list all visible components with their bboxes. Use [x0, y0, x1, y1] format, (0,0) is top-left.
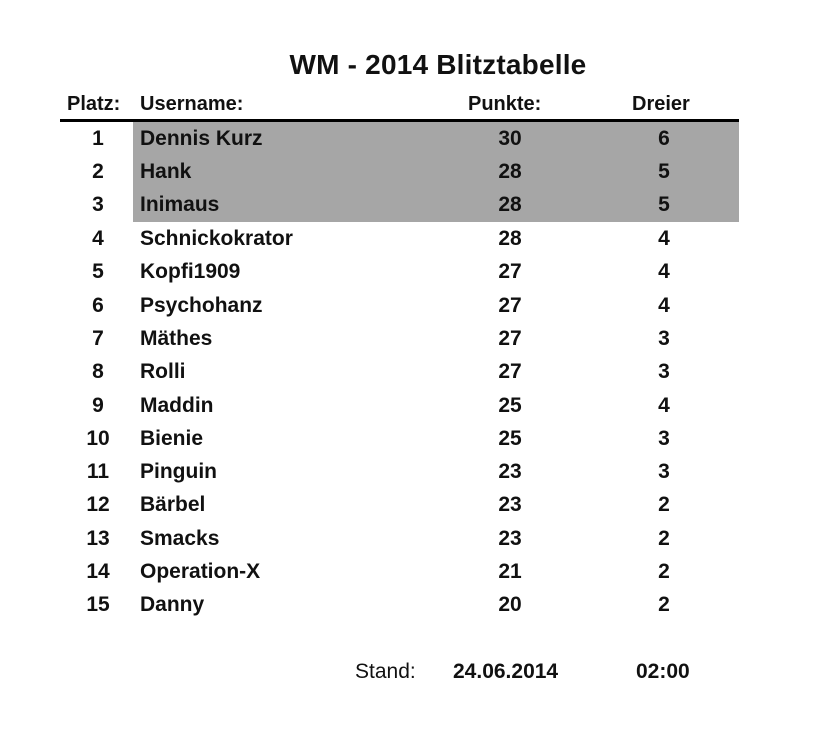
points-cell: 27: [498, 360, 522, 383]
rank-cell: 11: [86, 460, 110, 483]
username-cell: Pinguin: [140, 460, 217, 483]
username-cell: Rolli: [140, 360, 186, 383]
table-row: [0, 291, 813, 321]
points-cell: 30: [498, 127, 522, 150]
rank-cell: 9: [92, 394, 104, 417]
username-cell: Dennis Kurz: [140, 127, 263, 150]
username-cell: Danny: [140, 593, 205, 616]
threes-cell: 5: [658, 193, 670, 216]
threes-cell: 4: [658, 260, 670, 283]
rank-cell: 8: [92, 360, 104, 383]
table-row: [0, 257, 813, 287]
points-cell: 23: [498, 460, 522, 483]
username-cell: Hank: [140, 160, 192, 183]
rank-cell: 14: [86, 560, 110, 583]
points-cell: 28: [498, 160, 522, 183]
username-cell: Smacks: [140, 527, 220, 550]
threes-cell: 3: [658, 460, 670, 483]
points-cell: 27: [498, 260, 522, 283]
page-title: WM - 2014 Blitztabelle: [289, 49, 587, 80]
rank-cell: 4: [92, 227, 104, 250]
column-header-dreier: Dreier: [632, 93, 690, 115]
username-cell: Bärbel: [140, 493, 206, 516]
threes-cell: 3: [658, 360, 670, 383]
username-cell: Inimaus: [140, 193, 220, 216]
table-row: [0, 324, 813, 354]
rank-cell: 12: [86, 493, 110, 516]
table-row: [0, 224, 813, 254]
threes-cell: 3: [658, 427, 670, 450]
username-cell: Schnickokrator: [140, 227, 293, 250]
rank-cell: 10: [86, 427, 110, 450]
rank-cell: 2: [92, 160, 104, 183]
rank-cell: 13: [86, 527, 110, 550]
threes-cell: 5: [658, 160, 670, 183]
threes-cell: 2: [658, 560, 670, 583]
username-cell: Psychohanz: [140, 294, 263, 317]
table-row: [0, 357, 813, 387]
table-row: [0, 557, 813, 587]
table-row: [0, 190, 813, 220]
rank-cell: 3: [92, 193, 104, 216]
table-row: [0, 424, 813, 454]
points-cell: 25: [498, 394, 522, 417]
threes-cell: 4: [658, 227, 670, 250]
points-cell: 20: [498, 593, 522, 616]
rank-cell: 7: [92, 327, 104, 350]
column-header-platz: Platz:: [67, 93, 121, 115]
stand-date: 24.06.2014: [453, 660, 559, 683]
table-row: [0, 490, 813, 520]
rank-cell: 15: [86, 593, 110, 616]
threes-cell: 3: [658, 327, 670, 350]
username-cell: Maddin: [140, 394, 214, 417]
table-row: [0, 157, 813, 187]
rank-cell: 5: [92, 260, 104, 283]
username-cell: Kopfi1909: [140, 260, 241, 283]
threes-cell: 4: [658, 394, 670, 417]
table-row: [0, 124, 813, 154]
points-cell: 28: [498, 193, 522, 216]
username-cell: Mäthes: [140, 327, 213, 350]
threes-cell: 2: [658, 527, 670, 550]
points-cell: 27: [498, 327, 522, 350]
username-cell: Operation-X: [140, 560, 261, 583]
rank-cell: 1: [92, 127, 104, 150]
points-cell: 23: [498, 527, 522, 550]
table-row: [0, 524, 813, 554]
threes-cell: 2: [658, 493, 670, 516]
stand-label: Stand:: [355, 660, 416, 683]
username-cell: Bienie: [140, 427, 204, 450]
threes-cell: 2: [658, 593, 670, 616]
points-cell: 21: [498, 560, 522, 583]
table-row: [0, 457, 813, 487]
points-cell: 25: [498, 427, 522, 450]
column-header-punkte: Punkte:: [468, 93, 542, 115]
stand-time: 02:00: [636, 660, 690, 683]
rank-cell: 6: [92, 294, 104, 317]
threes-cell: 6: [658, 127, 670, 150]
threes-cell: 4: [658, 294, 670, 317]
table-row: [0, 590, 813, 620]
points-cell: 27: [498, 294, 522, 317]
table-row: [0, 391, 813, 421]
column-header-username: Username:: [140, 93, 244, 115]
points-cell: 23: [498, 493, 522, 516]
points-cell: 28: [498, 227, 522, 250]
